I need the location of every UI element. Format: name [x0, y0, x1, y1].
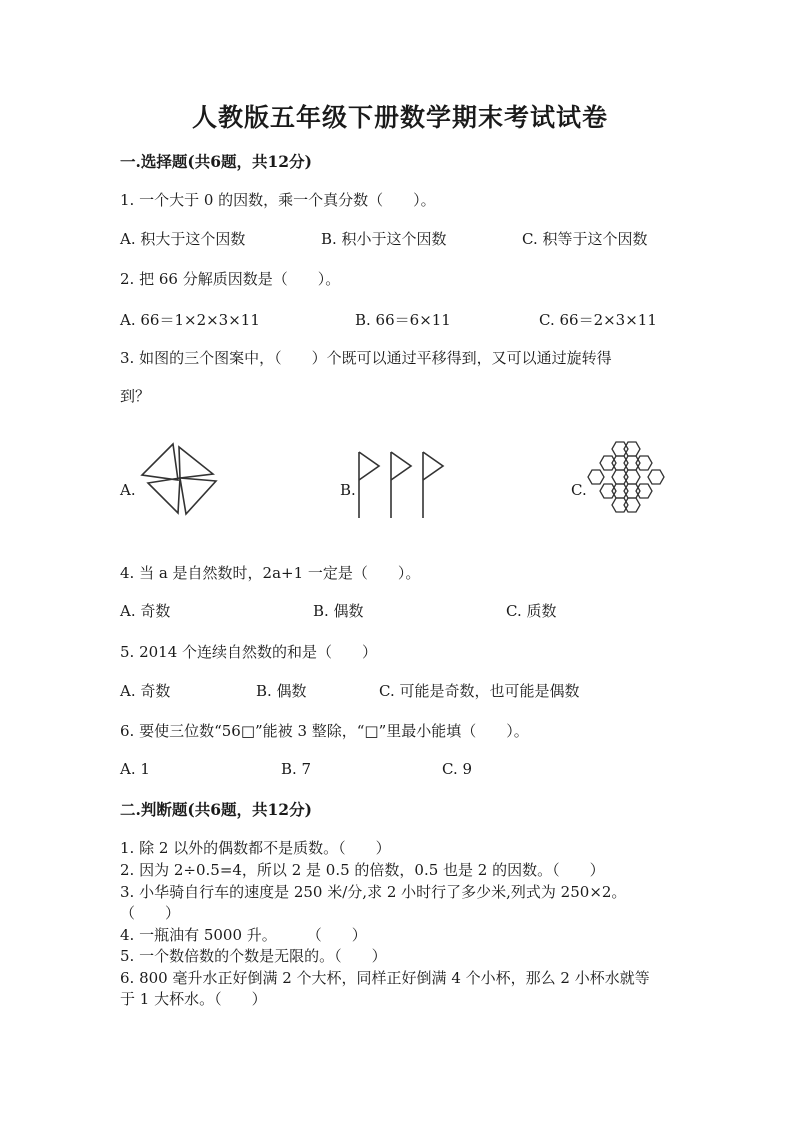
judgment-line-3: 3. 小华骑自行车的速度是 250 米/分,求 2 小时行了多少米,列式为 250×2。 — [120, 883, 627, 901]
judgment-line-4: 4. 一瓶油有 5000 升。 （ ） — [120, 926, 367, 944]
flags-figure — [355, 448, 455, 522]
question-5-option-c: C. 可能是奇数，也可能是偶数 — [379, 682, 580, 700]
question-5-option-b: B. 偶数 — [256, 682, 307, 700]
question-6-option-c: C. 9 — [442, 760, 473, 778]
section-heading-judgment: 二.判断题(共6题，共12分) — [120, 800, 312, 819]
judgment-line-2: 2. 因为 2÷0.5=4，所以 2 是 0.5 的倍数，0.5 也是 2 的因数。（ ） — [120, 861, 605, 879]
question-3-option-c: C. — [571, 481, 587, 499]
question-2-stem: 2. 把 66 分解质因数是（ ）。 — [120, 270, 341, 288]
question-2-option-b: B. 66＝6×11 — [355, 311, 451, 329]
question-3-stem-line2: 到？ — [120, 387, 151, 405]
question-5-stem: 5. 2014 个连续自然数的和是（ ） — [120, 643, 378, 661]
judgment-line-5: 5. 一个数倍数的个数是无限的。（ ） — [120, 947, 387, 965]
section-heading-choice: 一.选择题(共6题，共12分) — [120, 152, 312, 171]
question-3-stem-line1: 3. 如图的三个图案中，（ ）个既可以通过平移得到，又可以通过旋转得 — [120, 349, 612, 367]
question-4-option-c: C. 质数 — [506, 602, 557, 620]
pinwheel-figure — [140, 438, 220, 518]
hexagons-figure — [590, 439, 670, 519]
judgment-line-3-bracket: （ ） — [120, 904, 181, 922]
question-4-option-b: B. 偶数 — [313, 602, 364, 620]
question-4-option-a: A. 奇数 — [120, 602, 171, 620]
question-6-option-b: B. 7 — [281, 760, 312, 778]
question-6-stem: 6. 要使三位数“56□”能被 3 整除，“□”里最小能填（ ）。 — [120, 722, 529, 740]
judgment-line-6-cont: 于 1 大杯水。（ ） — [120, 990, 267, 1008]
question-2-option-c: C. 66＝2×3×11 — [539, 311, 657, 329]
question-1-option-b: B. 积小于这个因数 — [321, 230, 447, 248]
question-5-option-a: A. 奇数 — [120, 682, 171, 700]
question-3-option-a: A. — [120, 481, 136, 499]
question-4-stem: 4. 当 a 是自然数时，2a+1 一定是（ ）。 — [120, 564, 421, 582]
question-3-option-b: B. — [340, 481, 356, 499]
question-1-option-a: A. 积大于这个因数 — [120, 230, 246, 248]
exam-title: 人教版五年级下册数学期末考试试卷 — [191, 103, 608, 132]
question-1-option-c: C. 积等于这个因数 — [522, 230, 648, 248]
question-2-option-a: A. 66＝1×2×3×11 — [120, 311, 260, 329]
question-1-stem: 1. 一个大于 0 的因数，乘一个真分数（ ）。 — [120, 191, 436, 209]
question-6-option-a: A. 1 — [120, 760, 150, 778]
judgment-line-1: 1. 除 2 以外的偶数都不是质数。（ ） — [120, 839, 391, 857]
judgment-line-6: 6. 800 毫升水正好倒满 2 个大杯，同样正好倒满 4 个小杯，那么 2 小杯水就等 — [120, 969, 650, 987]
